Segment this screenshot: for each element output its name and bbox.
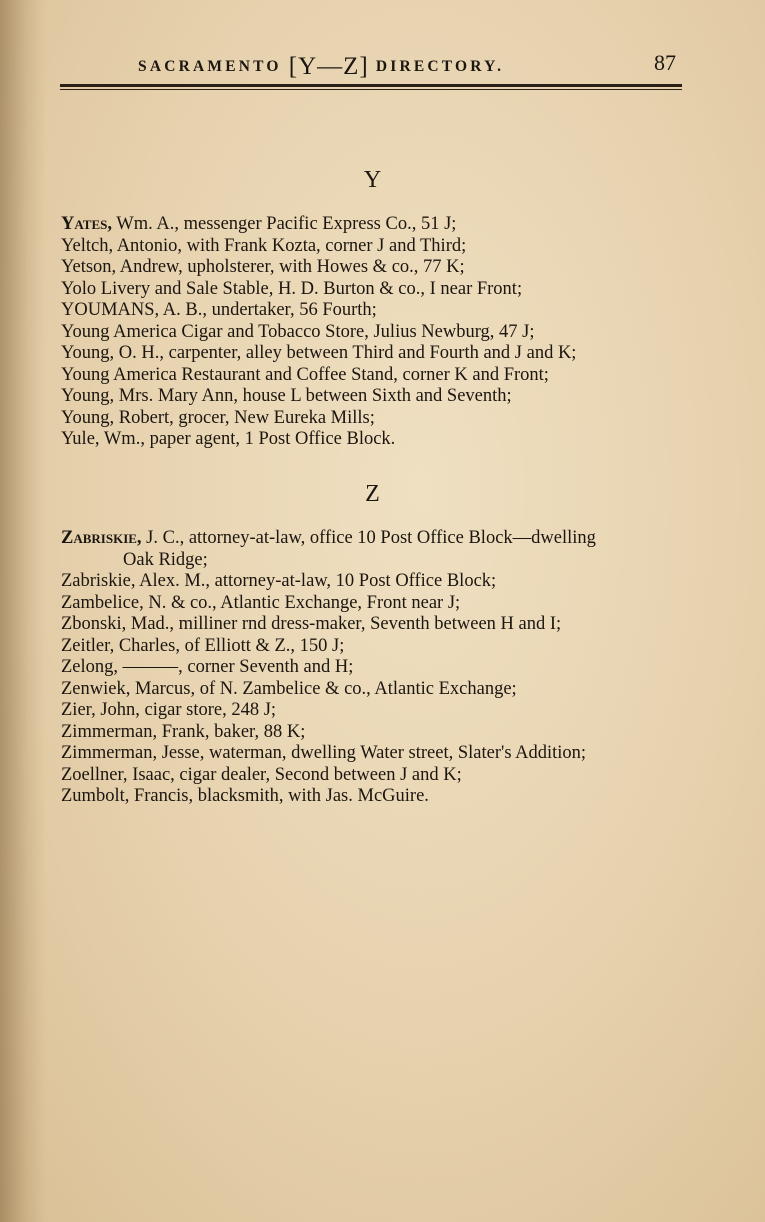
directory-entry (61, 279, 701, 301)
directory-entry (61, 386, 701, 408)
directory-entry (61, 343, 701, 365)
entry-details: Frank, baker, 88 K; (157, 721, 306, 742)
entry-details: J. C., attorney-at-law, office 10 Post Office Block—dwelling (141, 528, 596, 548)
entry-surname: Young (61, 364, 110, 385)
directory-entry (61, 786, 701, 808)
entry-surname: Young (61, 321, 110, 342)
entry-details: Wm. A., messenger Pacific Express Co., 51 J; (111, 214, 457, 234)
entry-surname: Zabriskie, (61, 528, 142, 548)
running-title-bracket: [Y—Z] (288, 53, 369, 80)
entry-surname: Zimmerman, (61, 743, 158, 763)
running-title (138, 50, 504, 78)
entry-surname: Yeltch, (61, 235, 114, 256)
entry-surname: Yule, (61, 429, 100, 449)
page-number: 87 (654, 50, 676, 75)
directory-entry (61, 614, 701, 636)
header-rule-thick (60, 84, 682, 87)
directory-entry (61, 322, 701, 344)
entry-details: Mad., milliner rnd dress-maker, Seventh between H and I; (126, 614, 562, 634)
entry-details: Jesse, waterman, dwelling Water street, Slater's Addition; (157, 743, 587, 763)
directory-entry (61, 429, 701, 451)
entry-surname: Young, (61, 386, 115, 406)
entry-details: Andrew, upholsterer, with Howes & co., 77 K; (116, 257, 465, 277)
entry-surname: Yetson, (61, 257, 117, 277)
running-header (60, 46, 682, 80)
directory-entry (61, 365, 701, 387)
entry-surname: Zambelice, (61, 592, 144, 613)
entry-surname: Zier, (61, 700, 96, 720)
directory-entry (61, 408, 701, 430)
entry-details: Francis, blacksmith, with Jas. McGuire. (129, 786, 429, 806)
header-rule-thin (60, 89, 682, 90)
entry-continuation: Oak Ridge; (123, 549, 208, 570)
directory-entry (61, 722, 701, 744)
directory-entry (61, 679, 701, 701)
entry-details: Charles, of Elliott & Z., 150 J; (114, 635, 345, 656)
entry-surname: Yolo (61, 278, 97, 299)
section-y-entries (61, 214, 701, 451)
directory-entry (61, 765, 701, 787)
entry-surname: Zabriskie, (61, 571, 136, 591)
entry-details: John, cigar store, 248 J; (95, 700, 277, 720)
running-title-left: SACRAMENTO (138, 58, 282, 75)
entry-surname: Zumbolt, (61, 786, 130, 806)
entry-surname: Zimmerman, (61, 721, 158, 742)
entry-details: Livery and Sale Stable, H. D. Burton & co., I near Front; (96, 278, 523, 299)
entry-details: Mrs. Mary Ann, house L between Sixth and Seventh; (114, 386, 512, 406)
entry-details: Robert, grocer, New Eureka Mills; (114, 407, 375, 428)
entry-surname: YOUMANS, (61, 300, 160, 320)
entry-details: Antonio, with Frank Kozta, corner J and Third; (113, 235, 467, 256)
directory-entry (61, 214, 701, 236)
running-title-right: DIRECTORY. (375, 58, 505, 75)
section-letter-y: Y (363, 167, 382, 193)
section-z-entries (61, 528, 701, 808)
entry-details: O. H., carpenter, alley between Third and Fourth and J and K; (114, 343, 577, 363)
entry-details: America Cigar and Tobacco Store, Julius Newburg, 47 J; (109, 321, 535, 342)
entry-surname: Zeitler, (61, 635, 115, 656)
directory-entry (61, 700, 701, 722)
entry-details: Wm., paper agent, 1 Post Office Block. (99, 429, 396, 449)
directory-entry (61, 257, 701, 279)
directory-entry (61, 300, 701, 322)
directory-entry (61, 528, 701, 571)
entry-surname: Young, (61, 407, 115, 428)
entry-details: Marcus, of N. Zambelice & co., Atlantic Exchange; (130, 678, 517, 699)
entry-surname: Zelong, (61, 657, 119, 677)
entry-details: A. B., undertaker, 56 Fourth; (159, 300, 377, 320)
entry-details: Alex. M., attorney-at-law, 10 Post Office Block; (135, 571, 497, 591)
entry-surname: Zoellner, (61, 764, 128, 785)
directory-entry (61, 636, 701, 658)
entry-surname: Yates, (61, 214, 112, 234)
directory-entry (61, 571, 701, 593)
section-letter-z: Z (365, 481, 380, 507)
directory-entry (61, 593, 701, 615)
entry-surname: Zenwiek, (61, 678, 131, 699)
directory-entry (61, 236, 701, 258)
entry-surname: Zbonski, (61, 614, 127, 634)
directory-entry (61, 743, 701, 765)
entry-surname: Young, (61, 343, 115, 363)
entry-details: N. & co., Atlantic Exchange, Front near J; (143, 592, 461, 613)
entry-details: Isaac, cigar dealer, Second between J and K; (127, 764, 462, 785)
entry-details: ———, corner Seventh and H; (118, 657, 354, 677)
directory-entry (61, 657, 701, 679)
entry-details: America Restaurant and Coffee Stand, corner K and Front; (109, 364, 549, 385)
